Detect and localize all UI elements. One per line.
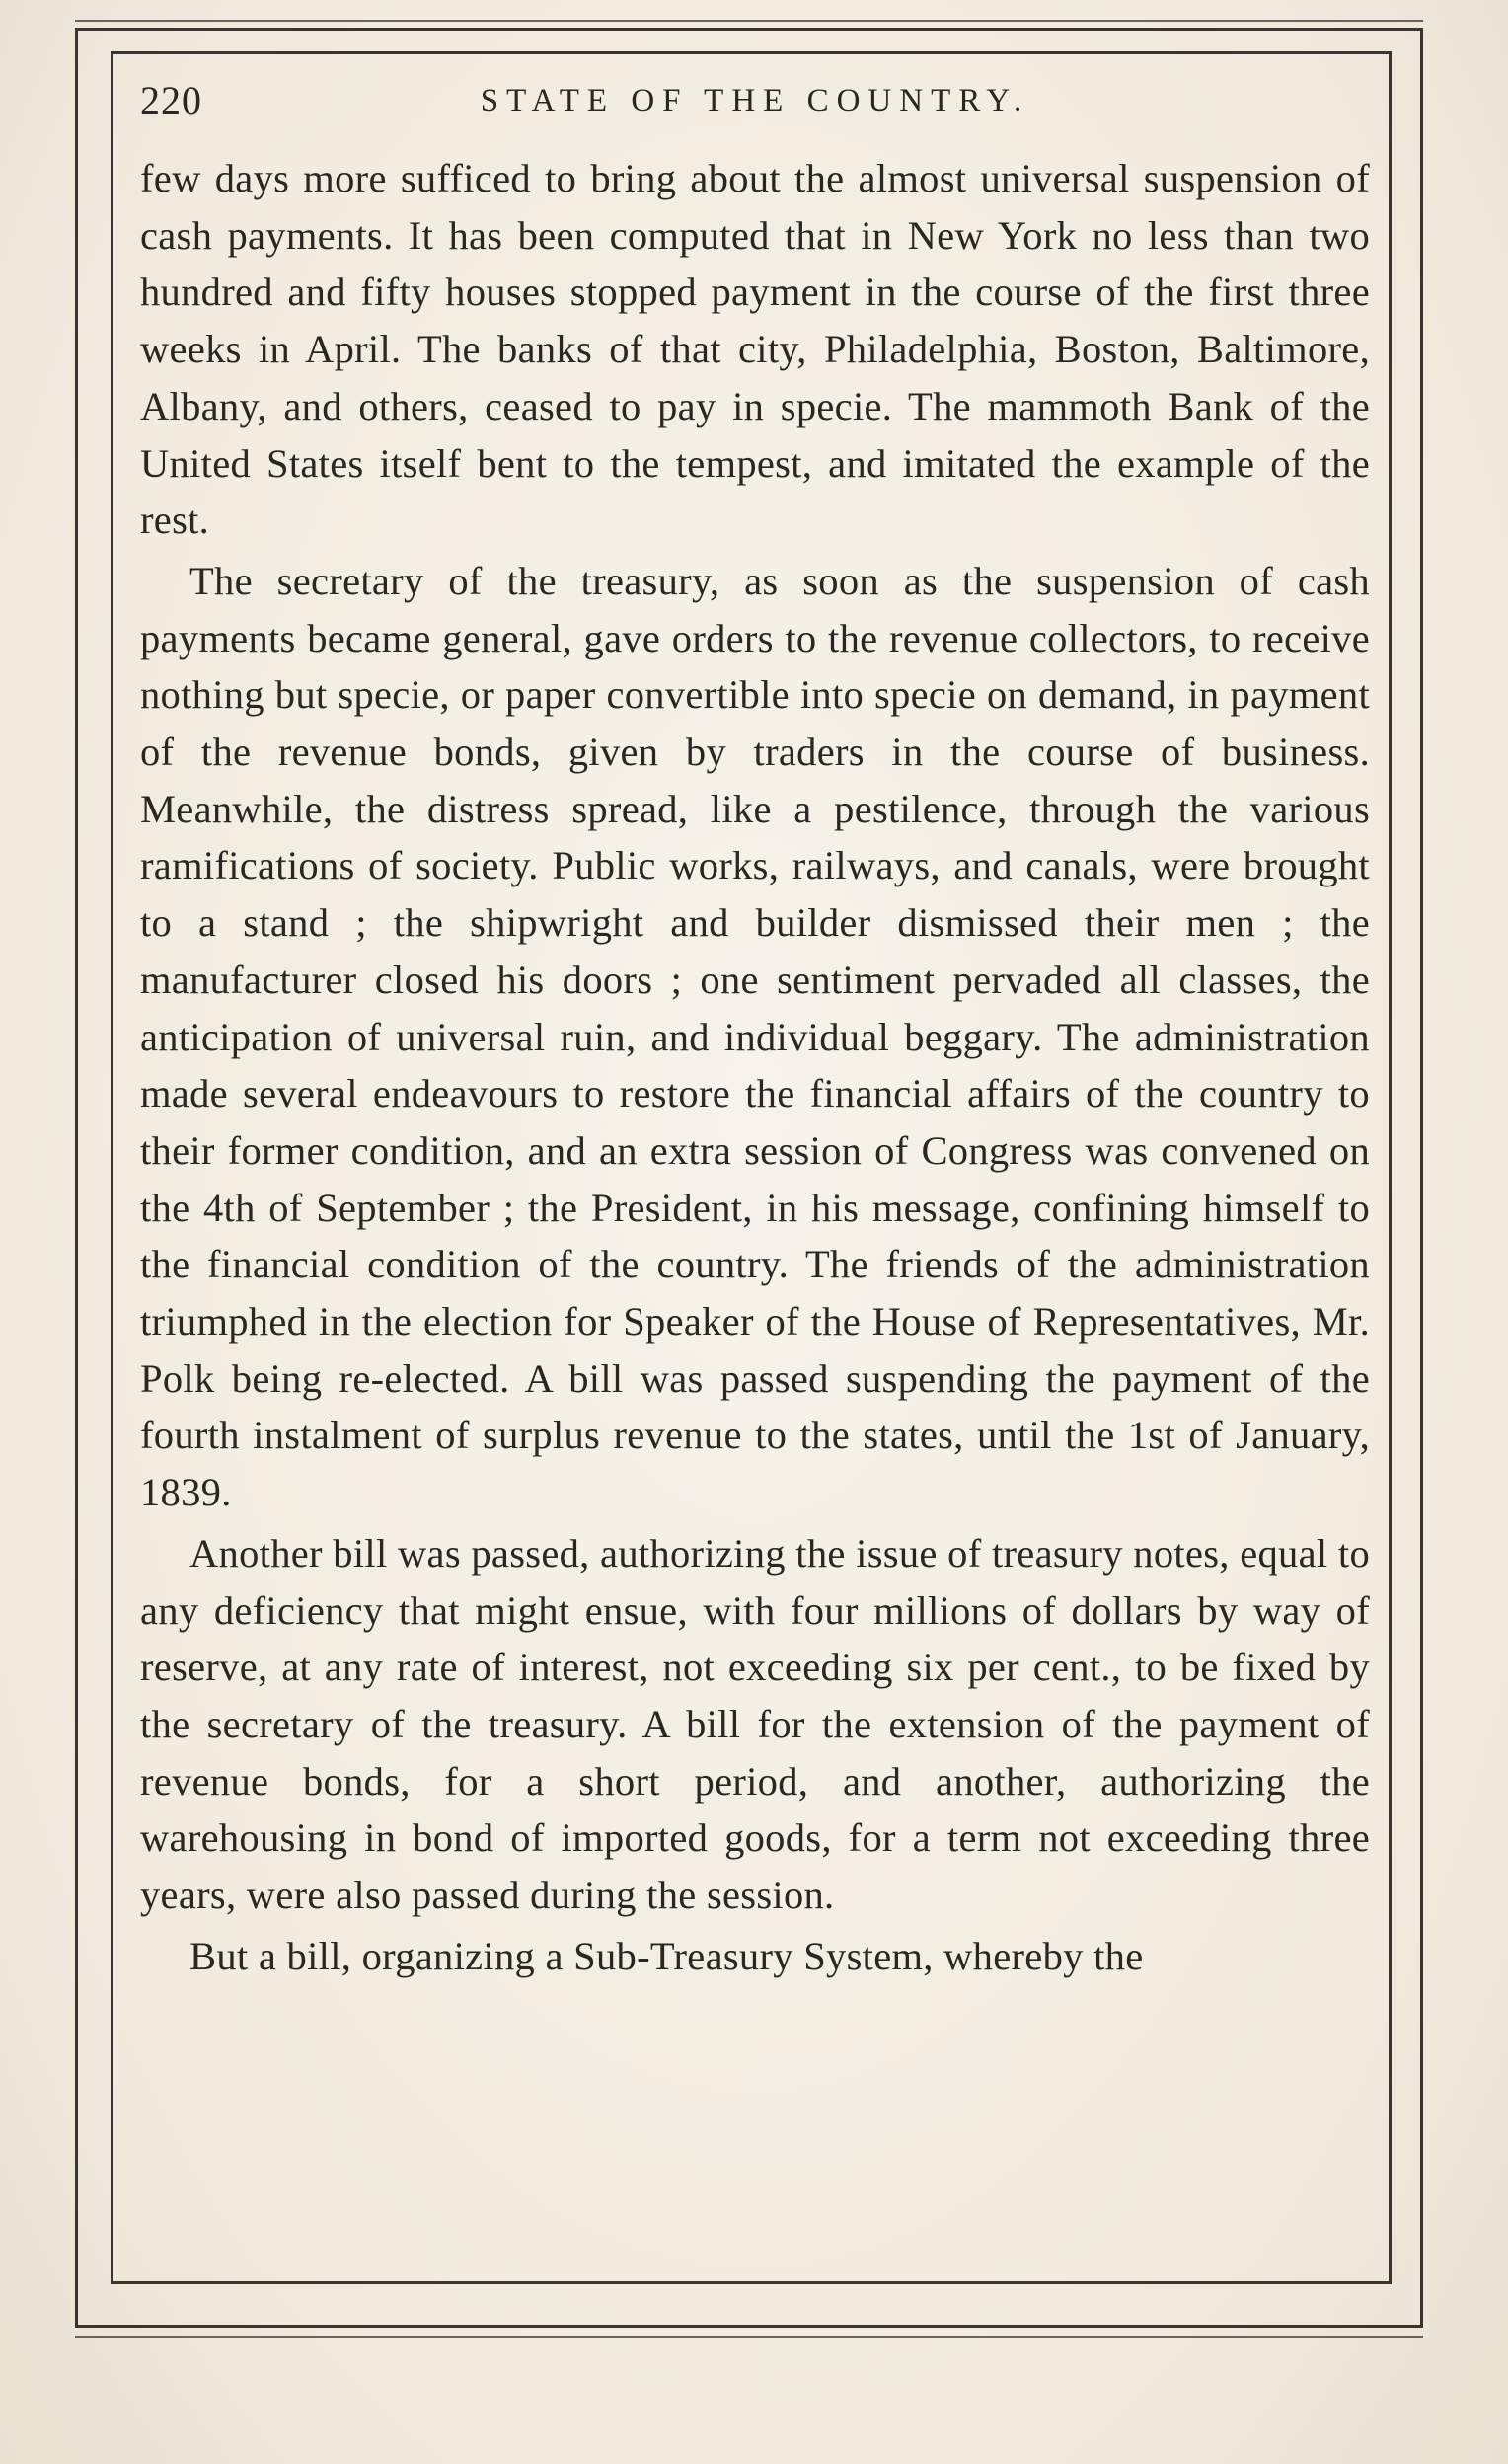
page-number: 220 [140,78,202,122]
paragraph-2: The secretary of the treasury, as soon as the suspension of cash payments became general, gave orders to the revenue collectors, to receive nothing but specie, or paper convertible into specie on demand, in payment of the revenue bonds, given by traders in the course of business. Meanwhile, the distress spread, like a pestilence, through the various ramifications of society. Public works, railways, and canals, were brought to a stand ; the shipwright and builder dismissed their men ; the manufacturer closed his doors ; one sentiment pervaded all classes, the anticipation of universal ruin, and individual beggary. The administration made several endeavours to restore the financial affairs of the country to their former condition, and an extra session of Congress was convened on the 4th of September ; the President, in his message, confining himself to the financial condition of the country. The friends of the administration triumphed in the election for Speaker of the House of Representatives, Mr. Polk being re-elected. A bill was passed suspending the payment of the fourth instalment of surplus revenue to the states, until the 1st of January, 1839. [140,558,1370,1515]
page-header-title: STATE OF THE COUNTRY. [480,83,1030,118]
paragraph-3: Another bill was passed, authorizing the issue of treasury notes, equal to any deficiency that might ensue, with four millions of dollars by way of reserve, at any rate of interest, not exceeding six per cent., to be fixed by the secretary of the treasury. A bill for the extension of the payment of revenue bonds, for a short period, and another, authorizing the warehousing in bond of imported goods, for a term not exceeding three years, were also passed during the session. [140,1530,1370,1918]
paragraph-4: But a bill, organizing a Sub-Treasury System, whereby the [189,1933,1144,1978]
page-content [140,77,1370,1985]
bottom-rule [75,2336,1423,2338]
running-head [140,77,1370,136]
paragraph-1: few days more sufficed to bring about the almost universal suspension of cash payments. It has been computed that in New York no less than two hundred and fifty houses stopped payment in the course of the first three weeks in April. The banks of that city, Philadelphia, Boston, Baltimore, Albany, and others, ceased to pay in specie. The mammoth Bank of the United States itself bent to the tempest, and imitated the example of the rest. [140,156,1370,543]
top-rule [75,20,1423,22]
